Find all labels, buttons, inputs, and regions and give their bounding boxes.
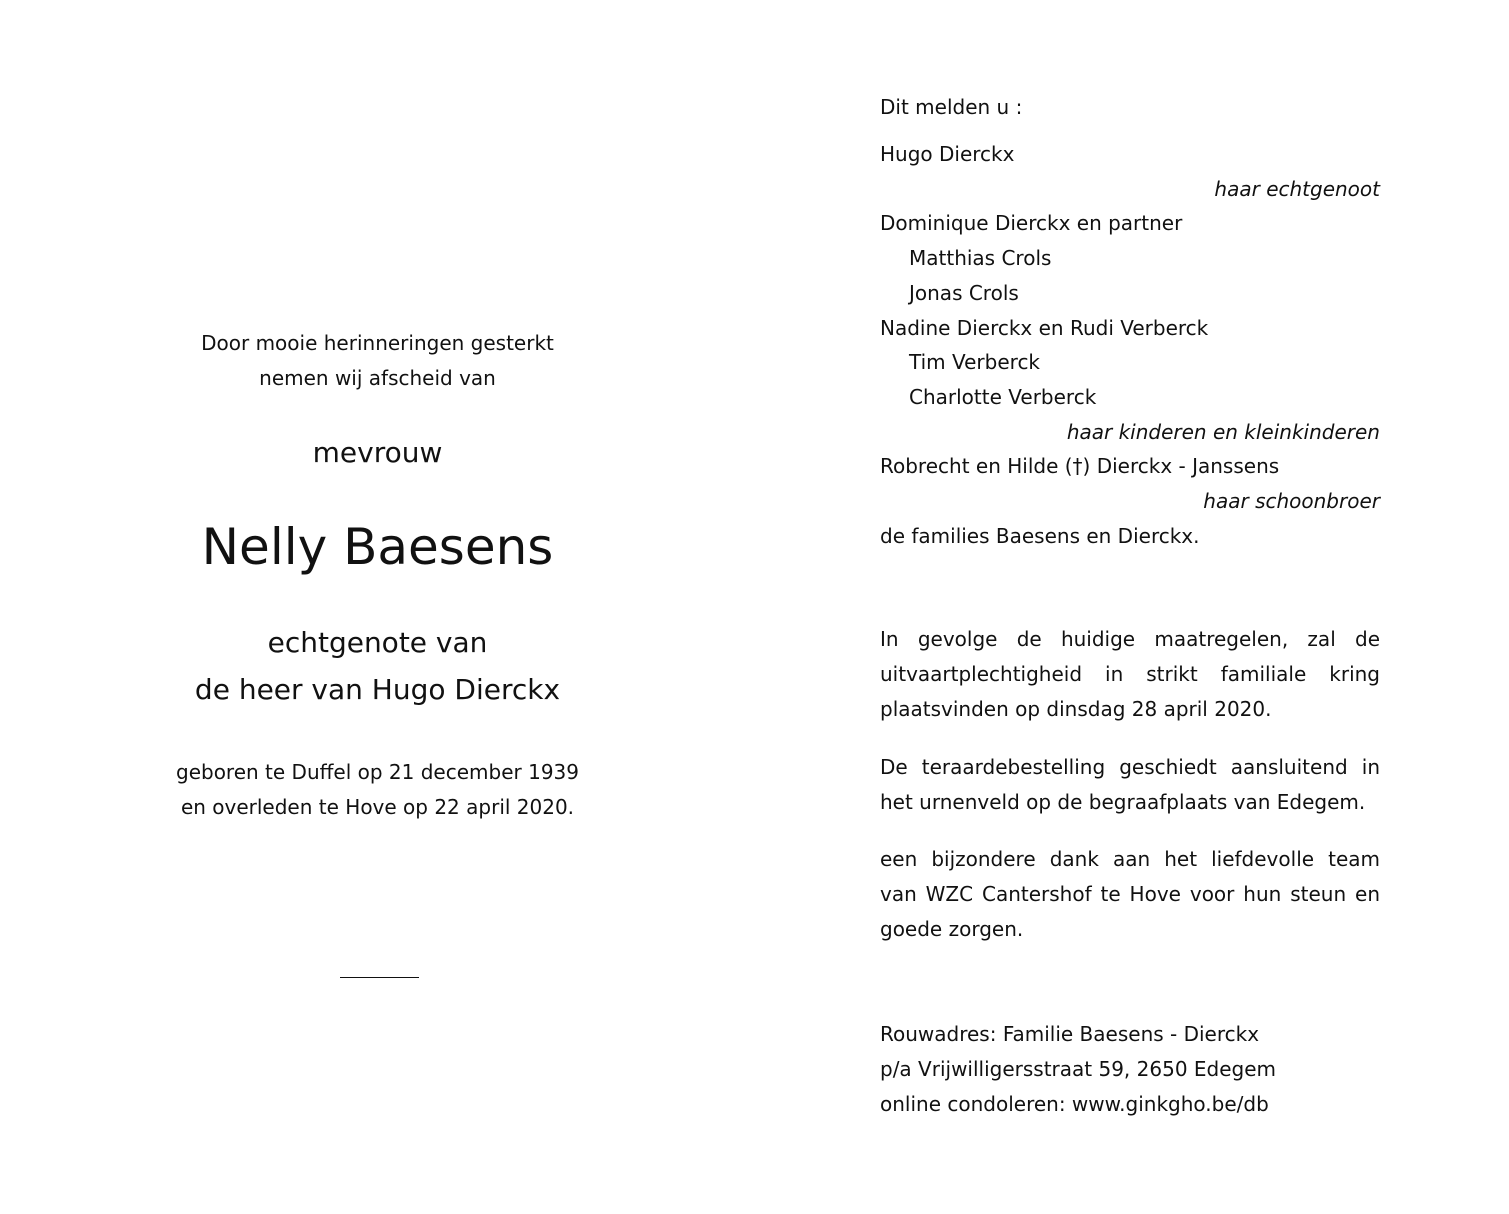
ceremony-line-2: uitvaartplechtigheid in strikt familiale kring: [880, 662, 1380, 686]
family-member: Nadine Dierckx en Rudi Verberck: [880, 315, 1209, 340]
intro-line-2: nemen wij afscheid van: [259, 366, 496, 390]
family-member: Hugo Dierckx: [880, 142, 1015, 166]
family-grandchild: Charlotte Verberck: [909, 384, 1097, 409]
thanks-paragraph: [880, 842, 1380, 947]
ceremony-paragraph: [880, 622, 1380, 727]
family-grandchild: Jonas Crols: [909, 280, 1019, 305]
spouse-line-2: de heer van Hugo Dierckx: [194, 673, 561, 706]
family-member: Dominique Dierckx en partner: [880, 211, 1183, 236]
left-panel: [150, 0, 605, 1214]
birth-line: geboren te Duffel op 21 december 1939: [176, 760, 579, 784]
burial-line-1: De teraardebestelling geschiedt aansluitend in: [880, 755, 1380, 779]
announce-line: Dit melden u :: [880, 95, 1023, 119]
address-line-3: online condoleren: www.ginkgho.be/db: [880, 1092, 1269, 1116]
family-grandchild: Matthias Crols: [909, 246, 1052, 271]
family-relation: haar schoonbroer: [1203, 489, 1380, 513]
address-line-2: p/a Vrijwilligersstraat 59, 2650 Edegem: [880, 1057, 1277, 1081]
death-line: en overleden te Hove op 22 april 2020.: [180, 795, 575, 819]
burial-paragraph: [880, 750, 1380, 820]
ceremony-line-1: In gevolge de huidige maatregelen, zal de: [880, 627, 1380, 651]
family-member: Robrecht en Hilde (†) Dierckx - Janssens: [880, 454, 1280, 479]
intro-line-1: Door mooie herinneringen gesterkt: [201, 331, 554, 355]
salutation: mevrouw: [312, 436, 443, 469]
ceremony-line-3: plaatsvinden op dinsdag 28 april 2020.: [880, 697, 1272, 721]
thanks-line-3: goede zorgen.: [880, 917, 1024, 941]
family-relation: haar echtgenoot: [1214, 176, 1380, 201]
address-block: [880, 1017, 1380, 1122]
right-panel: [880, 0, 1380, 1214]
spouse-line-1: echtgenote van: [267, 626, 488, 659]
thanks-line-1: een bijzondere dank aan het liefdevolle team: [880, 847, 1380, 871]
divider-line: [340, 977, 419, 978]
family-member: de families Baesens en Dierckx.: [880, 523, 1200, 548]
deceased-name: Nelly Baesens: [201, 518, 554, 576]
burial-line-2: het urnenveld op de begraafplaats van Edegem.: [880, 790, 1366, 814]
thanks-line-2: van WZC Cantershof te Hove voor hun steun en: [880, 882, 1380, 906]
family-relation: haar kinderen en kleinkinderen: [1066, 419, 1380, 444]
address-line-1: Rouwadres: Familie Baesens - Dierckx: [880, 1022, 1260, 1046]
family-grandchild: Tim Verberck: [909, 350, 1041, 375]
